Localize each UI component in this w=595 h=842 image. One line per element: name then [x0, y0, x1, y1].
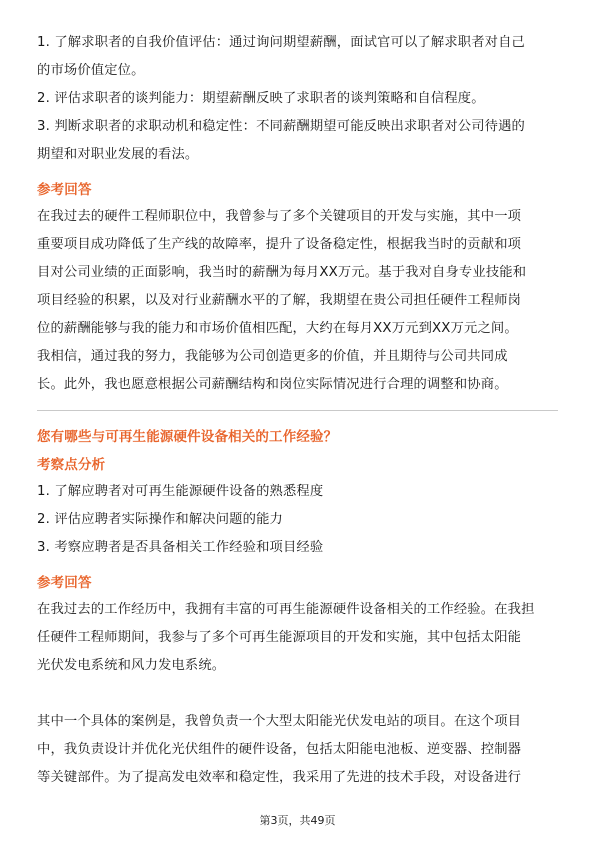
paragraph-line: 长。此外，我也愿意根据公司薪酬结构和岗位实际情况进行合理的调整和协商。: [37, 377, 508, 392]
paragraph-line: 重要项目成功降低了生产线的故障率，提升了设备稳定性，根据我当时的贡献和项: [37, 237, 522, 252]
paragraph-line: 其中一个具体的案例是，我曾负责一个大型太阳能光伏发电站的项目。在这个项目: [37, 714, 522, 729]
paragraph-line: 位的薪酬能够与我的能力和市场价值相匹配，大约在每月XX万元到XX万元之间。: [37, 321, 518, 336]
list-line: 的市场价值定位。: [37, 63, 145, 78]
paragraph-line: 项目经验的积累，以及对行业薪酬水平的了解，我期望在贵公司担任硬件工程师岗: [37, 293, 522, 308]
analysis-item: 1. 了解应聘者对可再生能源硬件设备的熟悉程度: [37, 484, 324, 499]
list-line: 3. 判断求职者的求职动机和稳定性：不同薪酬期望可能反映出求职者对公司待遇的: [37, 119, 526, 134]
page-number: 第3页，共49页: [259, 814, 336, 827]
section-divider: [37, 410, 558, 411]
analysis-heading: 考察点分析: [37, 457, 106, 473]
list-line: 2. 评估求职者的谈判能力：期望薪酬反映了求职者的谈判策略和自信程度。: [37, 91, 485, 106]
analysis-item: 2. 评估应聘者实际操作和解决问题的能力: [37, 512, 283, 527]
paragraph-line: 目对公司业绩的正面影响，我当时的薪酬为每月XX万元。基于我对自身专业技能和: [37, 265, 527, 280]
paragraph-line: 在我过去的工作经历中，我拥有丰富的可再生能源硬件设备相关的工作经验。在我担: [37, 602, 535, 617]
paragraph-line: 光伏发电系统和风力发电系统。: [37, 658, 226, 673]
paragraph-line: 任硬件工程师期间，我参与了多个可再生能源项目的开发和实施，其中包括太阳能: [37, 630, 522, 645]
list-line: 期望和对职业发展的看法。: [37, 147, 199, 162]
paragraph-line: 等关键部件。为了提高发电效率和稳定性，我采用了先进的技术手段，对设备进行: [37, 770, 522, 785]
paragraph-line: 我相信，通过我的努力，我能够为公司创造更多的价值，并且期待与公司共同成: [37, 349, 508, 364]
question-title: 您有哪些与可再生能源硬件设备相关的工作经验？: [37, 429, 338, 445]
paragraph-line: 在我过去的硬件工程师职位中，我曾参与了多个关键项目的开发与实施，其中一项: [37, 209, 522, 224]
list-line: 1. 了解求职者的自我价值评估：通过询问期望薪酬，面试官可以了解求职者对自己: [37, 35, 526, 50]
analysis-item: 3. 考察应聘者是否具备相关工作经验和项目经验: [37, 540, 324, 555]
answer-heading: 参考回答: [37, 575, 92, 591]
paragraph-line: 中，我负责设计并优化光伏组件的硬件设备，包括太阳能电池板、逆变器、控制器: [37, 742, 522, 757]
answer-heading: 参考回答: [37, 182, 92, 198]
